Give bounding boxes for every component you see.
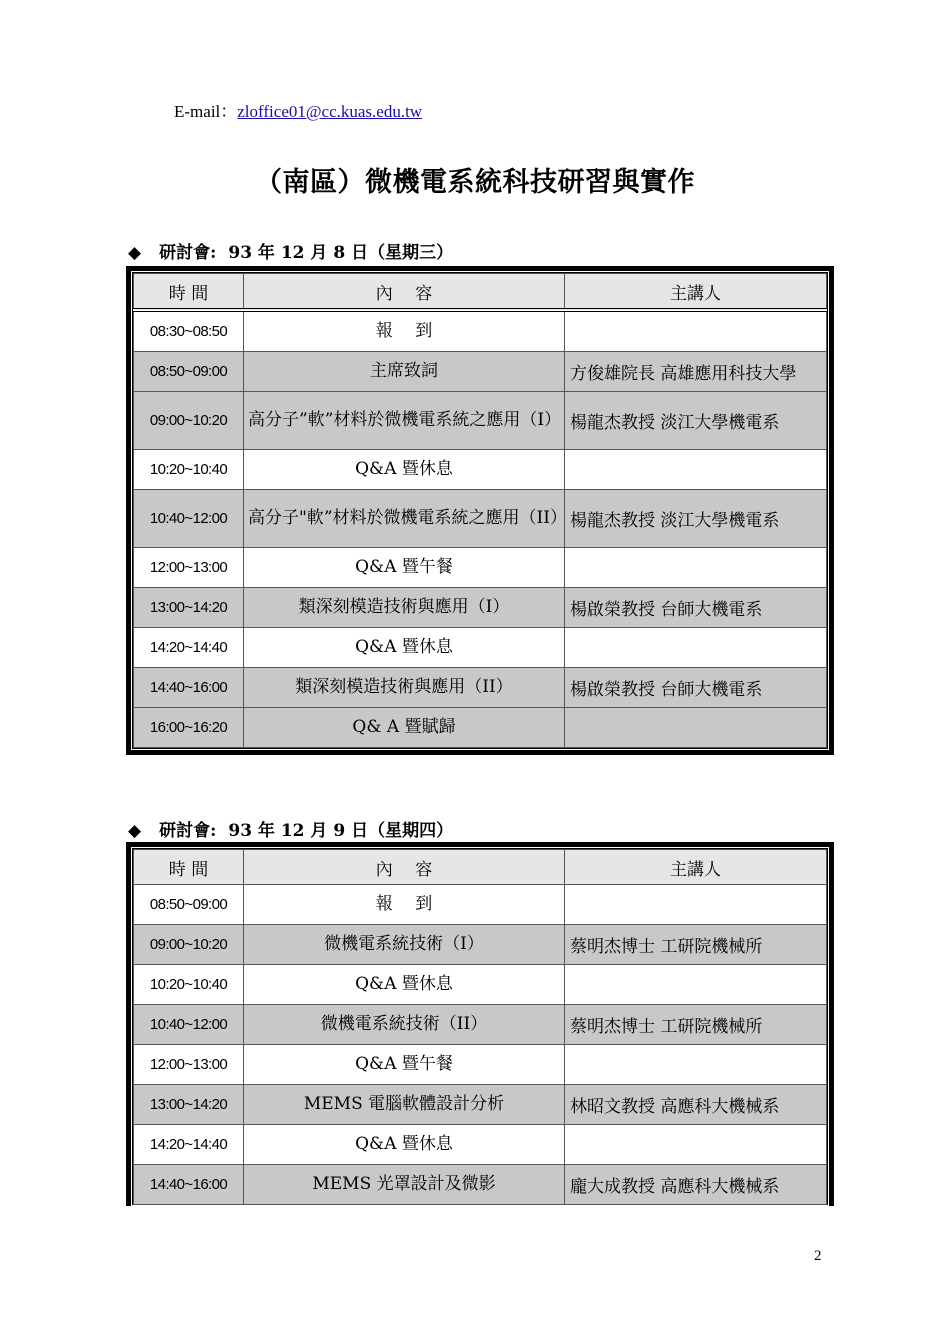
row-topic: 報 到 — [244, 885, 565, 925]
table-row — [134, 310, 827, 352]
row-speaker: 楊啟榮教授 台師大機電系 — [565, 588, 827, 628]
row-time: 10:20~10:40 — [134, 450, 244, 490]
table-row — [134, 450, 827, 490]
table-row — [134, 588, 827, 628]
row-speaker: 蔡明杰博士 工研院機械所 — [565, 1005, 827, 1045]
row-topic: Q&A 暨午餐 — [244, 1045, 565, 1085]
row-speaker: 林昭文教授 高應科大機械系 — [565, 1085, 827, 1125]
session-2-heading — [128, 816, 453, 841]
row-speaker — [565, 310, 827, 352]
row-topic: 主席致詞 — [244, 352, 565, 392]
row-speaker: 方俊雄院長 高雄應用科技大學 — [565, 352, 827, 392]
row-topic: Q&A 暨休息 — [244, 1125, 565, 1165]
row-topic: 類深刻模造技術與應用（I） — [244, 588, 565, 628]
row-speaker: 楊龍杰教授 淡江大學機電系 — [565, 490, 827, 548]
row-time: 09:00~10:20 — [134, 392, 244, 450]
table-row — [134, 490, 827, 548]
row-speaker — [565, 885, 827, 925]
table-row — [134, 352, 827, 392]
session-label: 研討會: — [159, 821, 217, 841]
row-speaker: 楊龍杰教授 淡江大學機電系 — [565, 392, 827, 450]
row-speaker — [565, 548, 827, 588]
session-1-heading — [128, 238, 453, 263]
row-topic: 微機電系統技術（II） — [244, 1005, 565, 1045]
row-topic: 微機電系統技術（I） — [244, 925, 565, 965]
row-topic: 類深刻模造技術與應用（II） — [244, 668, 565, 708]
header-content: 內 容 — [244, 274, 565, 311]
row-time: 08:50~09:00 — [134, 352, 244, 392]
table-row — [134, 925, 827, 965]
table-row — [134, 1085, 827, 1125]
header-time: 時 間 — [134, 274, 244, 311]
row-time: 14:40~16:00 — [134, 1165, 244, 1205]
header-content: 內 容 — [244, 850, 565, 885]
header-time: 時 間 — [134, 850, 244, 885]
row-time: 12:00~13:00 — [134, 1045, 244, 1085]
row-time: 14:40~16:00 — [134, 668, 244, 708]
row-speaker — [565, 628, 827, 668]
row-topic: MEMS 電腦軟體設計分析 — [244, 1085, 565, 1125]
table-row — [134, 1125, 827, 1165]
row-time: 12:00~13:00 — [134, 548, 244, 588]
table-row — [134, 885, 827, 925]
row-time: 10:40~12:00 — [134, 490, 244, 548]
row-time: 14:20~14:40 — [134, 628, 244, 668]
row-topic: Q&A 暨休息 — [244, 450, 565, 490]
row-time: 09:00~10:20 — [134, 925, 244, 965]
row-speaker: 蔡明杰博士 工研院機械所 — [565, 925, 827, 965]
row-speaker — [565, 1125, 827, 1165]
table-row — [134, 1005, 827, 1045]
row-topic: Q&A 暨休息 — [244, 628, 565, 668]
row-topic: Q&A 暨休息 — [244, 965, 565, 1005]
row-time: 10:20~10:40 — [134, 965, 244, 1005]
row-topic: 高分子"軟”材料於微機電系統之應用（II） — [244, 490, 565, 548]
row-topic: Q&A 暨午餐 — [244, 548, 565, 588]
row-speaker — [565, 450, 827, 490]
table-row — [134, 708, 827, 748]
page-number: 2 — [814, 1248, 822, 1264]
table-row — [134, 1045, 827, 1085]
schedule-table-day-2 — [126, 842, 834, 1206]
table-row — [134, 1165, 827, 1205]
row-speaker — [565, 1045, 827, 1085]
table-row — [134, 392, 827, 450]
row-time: 08:30~08:50 — [134, 310, 244, 352]
table-row — [134, 628, 827, 668]
schedule-table-day-1 — [126, 266, 834, 755]
row-topic: MEMS 光罩設計及微影 — [244, 1165, 565, 1205]
row-time: 10:40~12:00 — [134, 1005, 244, 1045]
email-label: E-mail： — [174, 102, 238, 121]
row-speaker: 楊啟榮教授 台師大機電系 — [565, 668, 827, 708]
row-speaker — [565, 965, 827, 1005]
row-speaker — [565, 708, 827, 748]
row-topic: 高分子”軟”材料於微機電系統之應用（I） — [244, 392, 565, 450]
row-topic: 報 到 — [244, 310, 565, 352]
table-row — [134, 548, 827, 588]
diamond-bullet-icon: ◆ — [128, 821, 142, 841]
row-speaker: 龐大成教授 高應科大機械系 — [565, 1165, 827, 1205]
row-time: 16:00~16:20 — [134, 708, 244, 748]
row-time: 13:00~14:20 — [134, 588, 244, 628]
email-link[interactable]: zloffice01@cc.kuas.edu.tw — [237, 102, 423, 121]
email-line — [174, 97, 422, 122]
header-speaker: 主講人 — [565, 850, 827, 885]
header-speaker: 主講人 — [565, 274, 827, 311]
session-date: 93 年 12 月 9 日（星期四） — [228, 821, 454, 841]
session-label: 研討會: — [159, 243, 217, 263]
diamond-bullet-icon: ◆ — [128, 243, 142, 263]
table-row — [134, 965, 827, 1005]
table-row — [134, 668, 827, 708]
row-time: 14:20~14:40 — [134, 1125, 244, 1165]
session-date: 93 年 12 月 8 日（星期三） — [228, 243, 454, 263]
page-title: （南區）微機電系統科技研習與實作 — [255, 167, 695, 198]
row-topic: Q& A 暨賦歸 — [244, 708, 565, 748]
row-time: 08:50~09:00 — [134, 885, 244, 925]
row-time: 13:00~14:20 — [134, 1085, 244, 1125]
